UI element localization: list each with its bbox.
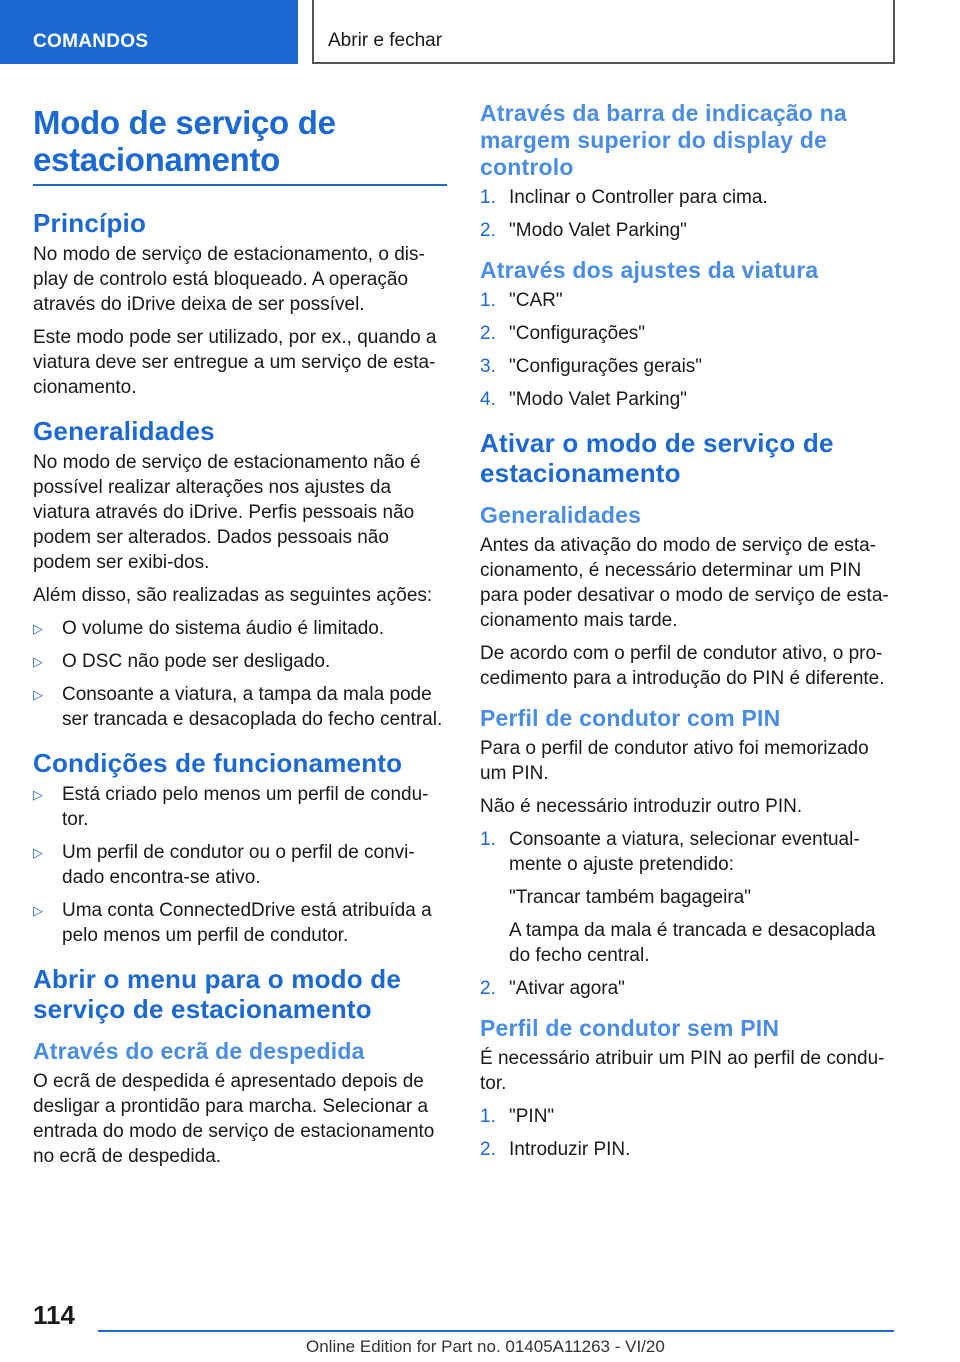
triangle-bullet-icon: ▷	[33, 621, 43, 636]
chapter-tab: COMANDOS	[0, 0, 298, 64]
paragraph: É necessário atribuir um PIN ao perfil de condu-tor.	[480, 1048, 885, 1094]
subheading-ecra-despedida: Através do ecrã de despedida	[33, 1038, 365, 1064]
list-item: 4. "Modo Valet Parking"	[480, 389, 687, 410]
heading-ativar: Ativar o modo de serviço de estacionamento	[480, 428, 834, 488]
list-item: 2. "Configurações"	[480, 323, 646, 344]
bullet-list	[33, 782, 447, 948]
step-list	[480, 185, 900, 243]
heading-condicoes: Condições de funcionamento	[33, 748, 403, 778]
list-item: 2. "Ativar agora"	[480, 978, 625, 999]
page-title-block	[33, 104, 447, 186]
step-list	[480, 827, 900, 1001]
paragraph: Para o perfil de condutor ativo foi memorizado um PIN.	[480, 738, 869, 784]
list-item: ▷ O volume do sistema áudio é limitado.	[33, 618, 385, 639]
heading-principio: Princípio	[33, 208, 147, 238]
page-number: 114	[33, 1300, 75, 1330]
list-item: ▷ Consoante a viatura, a tampa da mala pode ser trancada e desacoplada do fecho central.	[33, 684, 443, 730]
right-column	[480, 100, 900, 1170]
list-item: ▷ Uma conta ConnectedDrive está atribuída a pelo menos um perfil de condutor.	[33, 900, 432, 946]
triangle-bullet-icon: ▷	[33, 845, 43, 860]
paragraph: No modo de serviço de estacionamento, o dis-play de controlo está bloqueado. A operação através do iDrive deixa de ser possível.	[33, 244, 425, 315]
list-item: 1. Consoante a viatura, selecionar eventual-mente o ajuste pretendido: "Trancar também bagageira" A tampa da mala é trancada e desacoplada do fecho central.	[480, 829, 876, 966]
section-title: Abrir e fechar	[312, 0, 895, 64]
paragraph: Este modo pode ser utilizado, por ex., quando a viatura deve ser entregue a um serviço de esta-cionamento.	[33, 327, 437, 398]
subheading-perfil-com-pin: Perfil de condutor com PIN	[480, 705, 781, 731]
paragraph: Além disso, são realizadas as seguintes ações:	[33, 585, 433, 606]
footer-divider	[98, 1330, 894, 1332]
triangle-bullet-icon: ▷	[33, 687, 43, 702]
left-column	[33, 100, 447, 1177]
list-item: ▷ Um perfil de condutor ou o perfil de convi-dado encontra-se ativo.	[33, 842, 415, 888]
paragraph: O ecrã de despedida é apresentado depois de desligar a prontidão para marcha. Selecionar a entrada do modo de serviço de estacionamento no ecrã de despedida.	[33, 1071, 435, 1167]
subheading-perfil-sem-pin: Perfil de condutor sem PIN	[480, 1015, 780, 1041]
subheading-generalidades: Generalidades	[480, 502, 642, 528]
heading-abrir-menu: Abrir o menu para o modo de serviço de estacionamento	[33, 964, 401, 1024]
subheading-ajustes-viatura: Através dos ajustes da viatura	[480, 257, 819, 283]
triangle-bullet-icon: ▷	[33, 787, 43, 802]
list-item: 1. "PIN"	[480, 1106, 555, 1127]
list-item: 1. Inclinar o Controller para cima.	[480, 187, 768, 208]
step-list	[480, 1104, 900, 1162]
list-item: ▷ Está criado pelo menos um perfil de condu-tor.	[33, 784, 429, 830]
subheading-barra-indicacao: Através da barra de indicação na margem superior do display de controlo	[480, 100, 847, 180]
paragraph: Antes da ativação do modo de serviço de esta-cionamento, é necessário determinar um PIN para poder desativar o modo de serviço de esta-cionamento mais tarde.	[480, 535, 889, 631]
list-item: ▷ O DSC não pode ser desligado.	[33, 651, 331, 672]
triangle-bullet-icon: ▷	[33, 903, 43, 918]
step-list	[480, 288, 900, 412]
list-item: 2. Introduzir PIN.	[480, 1139, 631, 1160]
heading-generalidades: Generalidades	[33, 416, 215, 446]
list-item: 2. "Modo Valet Parking"	[480, 220, 687, 241]
paragraph: De acordo com o perfil de condutor ativo, o pro-cedimento para a introdução do PIN é diferente.	[480, 643, 885, 689]
page-title: Modo de serviço de estacionamento	[33, 104, 336, 178]
list-item: 3. "Configurações gerais"	[480, 356, 703, 377]
paragraph: No modo de serviço de estacionamento não é possível realizar alterações nos ajustes da viatura através do iDrive. Perfis pessoais não podem ser alterados. Dados pessoais não podem ser exibi-dos.	[33, 452, 421, 573]
paragraph: Não é necessário introduzir outro PIN.	[480, 796, 803, 817]
bullet-list	[33, 616, 447, 732]
footer-edition: Online Edition for Part no. 01405A11263 - VI/20	[306, 1337, 665, 1356]
triangle-bullet-icon: ▷	[33, 654, 43, 669]
list-item: 1. "CAR"	[480, 290, 563, 311]
